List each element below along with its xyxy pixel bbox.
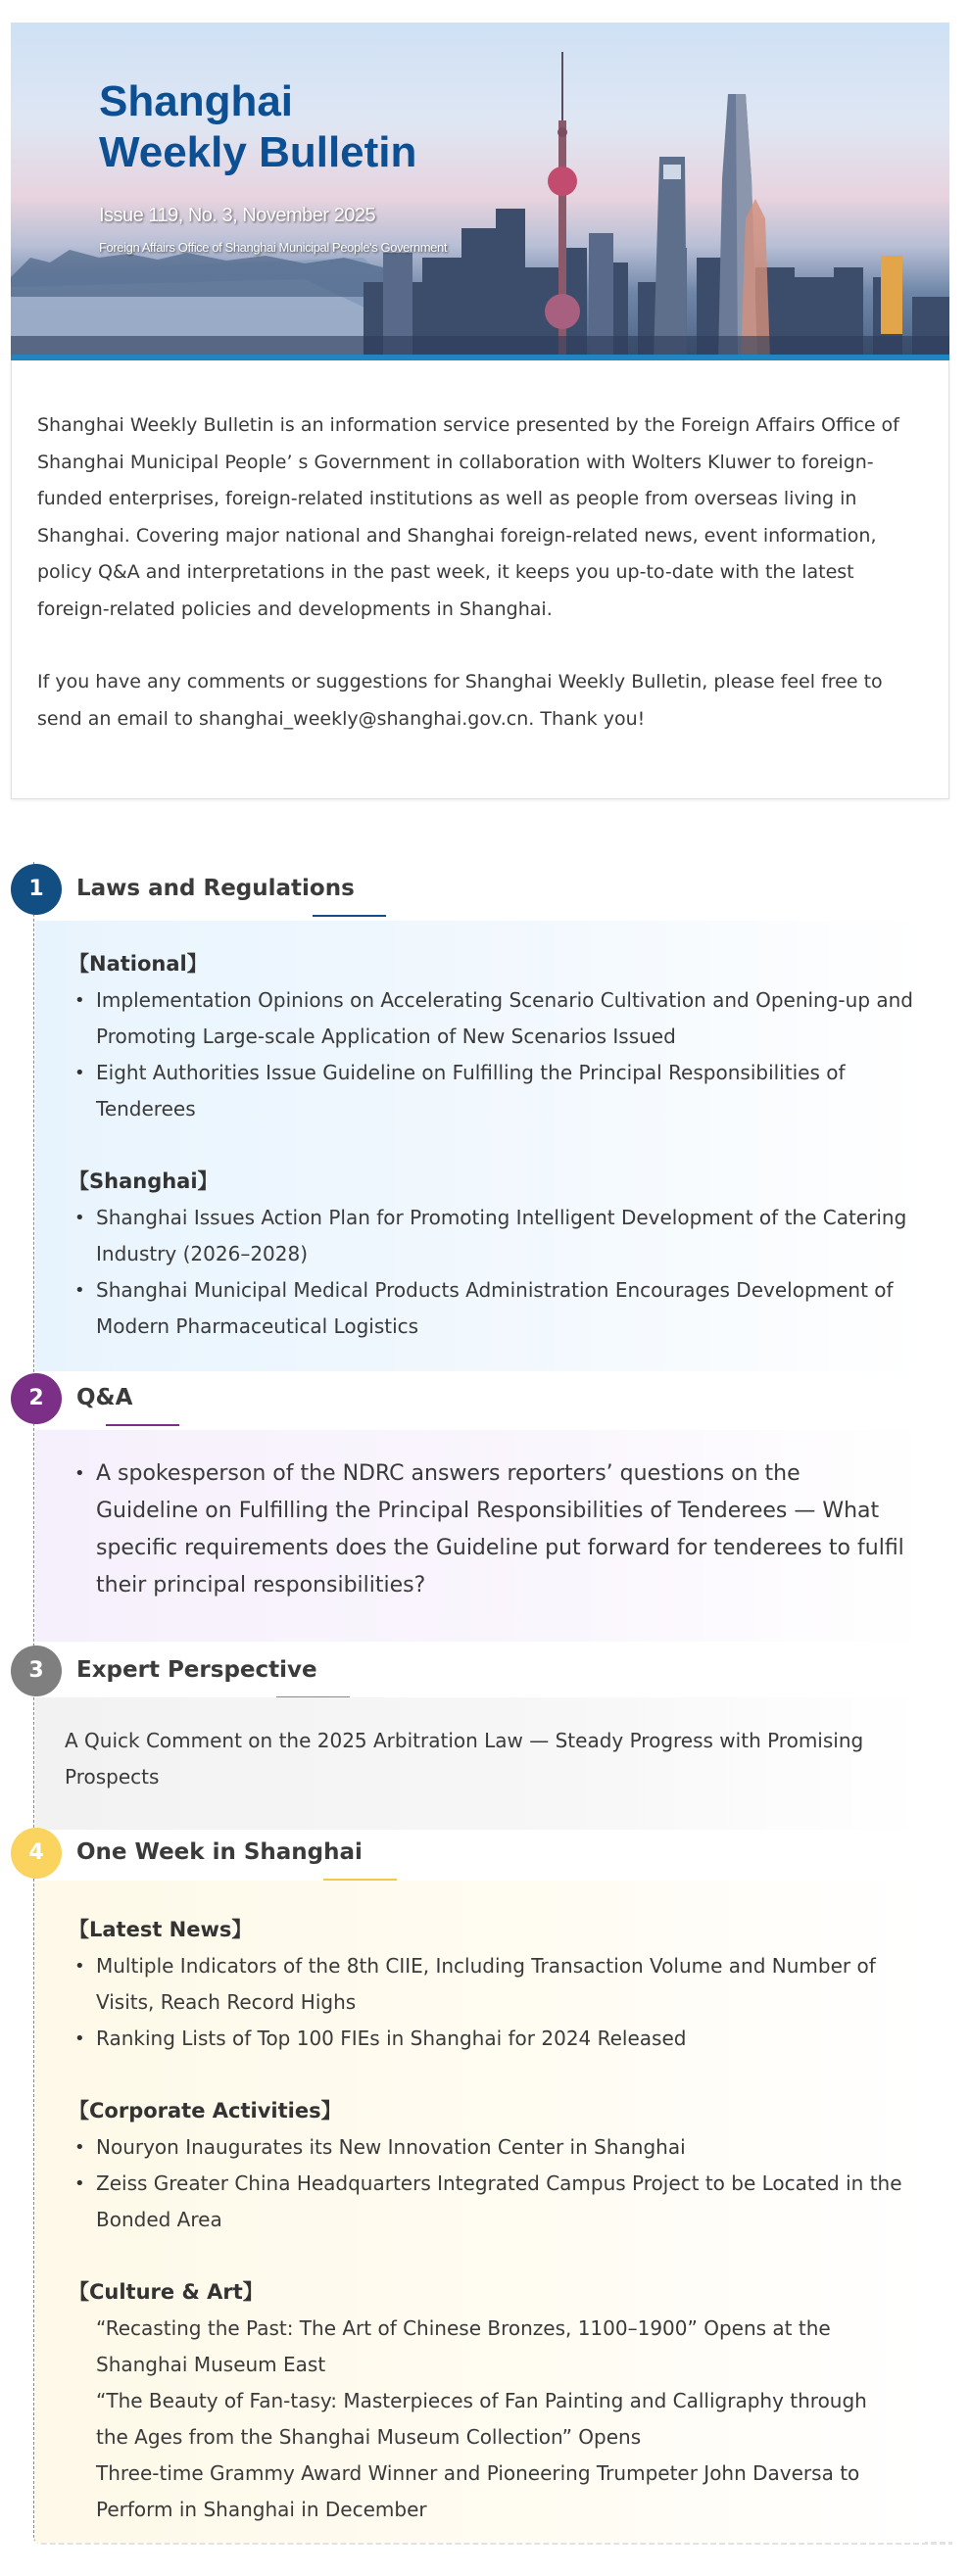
qa-link[interactable]: • A spokesperson of the NDRC answers reporters’ questions on the Guideline on Fulfilling the Principal Responsibilities of Tenderees — What specific requirements does the Guideline put forward for tenderees to fulfil their principal responsibilities? [74,1455,905,1604]
news-link[interactable]: • Implementation Opinions on Accelerating Scenario Cultivation and Opening-up and Promoting Large-scale Application of New Scenarios Issued [74,982,925,1055]
group-corporate-activities [69,2093,905,2238]
section-number-badge: 3 [11,1646,62,1696]
news-link[interactable]: “Recasting the Past: The Art of Chinese Bronzes, 1100–1900” Opens at the Shanghai Museum East [96,2316,831,2376]
news-link[interactable]: • Nouryon Inaugurates its New Innovation Center in Shanghai [74,2129,905,2166]
section-header [0,1646,970,1698]
group-culture-and-art [69,2274,905,2528]
section-number-badge: 1 [11,864,62,915]
section-title[interactable]: Q&A [76,1385,133,1410]
contact-paragraph: If you have any comments or suggestions for Shanghai Weekly Bulletin, please feel free to send an email to shanghai_weekly@shanghai.gov.cn. Thank you! [37,671,883,730]
intro-paragraph: Shanghai Weekly Bulletin is an information service presented by the Foreign Affairs Office of Shanghai Municipal People’ s Government in collaboration with Wolters Kluwer to foreign-funded enterprises, foreign-related institutions as well as people from overseas living in Shanghai. Covering major national and Shanghai foreign-related news, event information, policy Q&A and interpretations in the past week, it keeps you up-to-date with the latest foreign-related policies and developments in Shanghai. [37,414,899,620]
title-underline [313,915,386,917]
title-underline [106,1424,179,1426]
group-heading: 【Latest News】 [69,1918,253,1941]
news-link[interactable]: “The Beauty of Fan-tasy: Masterpieces of Fan Painting and Calligraphy through the Ages from the Shanghai Museum Collection” Opens [96,2389,867,2449]
publisher-office: Foreign Affairs Office of Shanghai Municipal People's Government [99,240,448,255]
article-link[interactable]: A Quick Comment on the 2025 Arbitration Law — Steady Progress with Promising Prospects [65,1729,864,1789]
group-heading: 【National】 [69,952,208,976]
section-header [0,864,970,917]
news-link[interactable]: • Multiple Indicators of the 8th CIIE, Including Transaction Volume and Number of Visits, Reach Record Highs [74,1948,905,2021]
section-title[interactable]: Laws and Regulations [76,876,355,901]
section-title[interactable]: One Week in Shanghai [76,1839,363,1865]
group-heading: 【Culture & Art】 [69,2280,264,2304]
section-content [35,921,925,1371]
section-content [35,1430,925,1642]
section-content [35,1881,925,2543]
news-link[interactable]: • Ranking Lists of Top 100 FIEs in Shanghai for 2024 Released [74,2021,905,2057]
group-heading: 【Shanghai】 [69,1169,218,1193]
section-header [0,1828,970,1881]
news-link[interactable]: • Shanghai Issues Action Plan for Promoting Intelligent Development of the Catering Industry (2026–2028) [74,1200,925,1272]
bulletin-title: Shanghai Weekly Bulletin [99,77,417,176]
group-national [69,946,925,1127]
intro-card [11,360,949,799]
group-heading: 【Corporate Activities】 [69,2099,342,2123]
news-link[interactable]: • Eight Authorities Issue Guideline on Fulfilling the Principal Responsibilities of Tenderees [74,1055,925,1127]
news-link[interactable]: Three-time Grammy Award Winner and Pioneering Trumpeter John Daversa to Perform in Shanghai in December [96,2461,860,2521]
group-latest-news [69,1912,905,2057]
news-link[interactable]: • Shanghai Municipal Medical Products Administration Encourages Development of Modern Pharmaceutical Logistics [74,1272,925,1345]
section-title[interactable]: Expert Perspective [76,1657,317,1683]
section-content [35,1697,925,1830]
shanghai-skyline-image [11,23,949,360]
header-banner [11,23,949,360]
news-link[interactable]: • Zeiss Greater China Headquarters Integrated Campus Project to be Located in the Bonded Area [74,2166,905,2238]
issue-info: Issue 119, No. 3, November 2025 [99,205,376,226]
section-header [0,1373,970,1426]
group-shanghai [69,1164,925,1345]
section-number-badge: 4 [11,1828,62,1879]
section-number-badge: 2 [11,1373,62,1424]
